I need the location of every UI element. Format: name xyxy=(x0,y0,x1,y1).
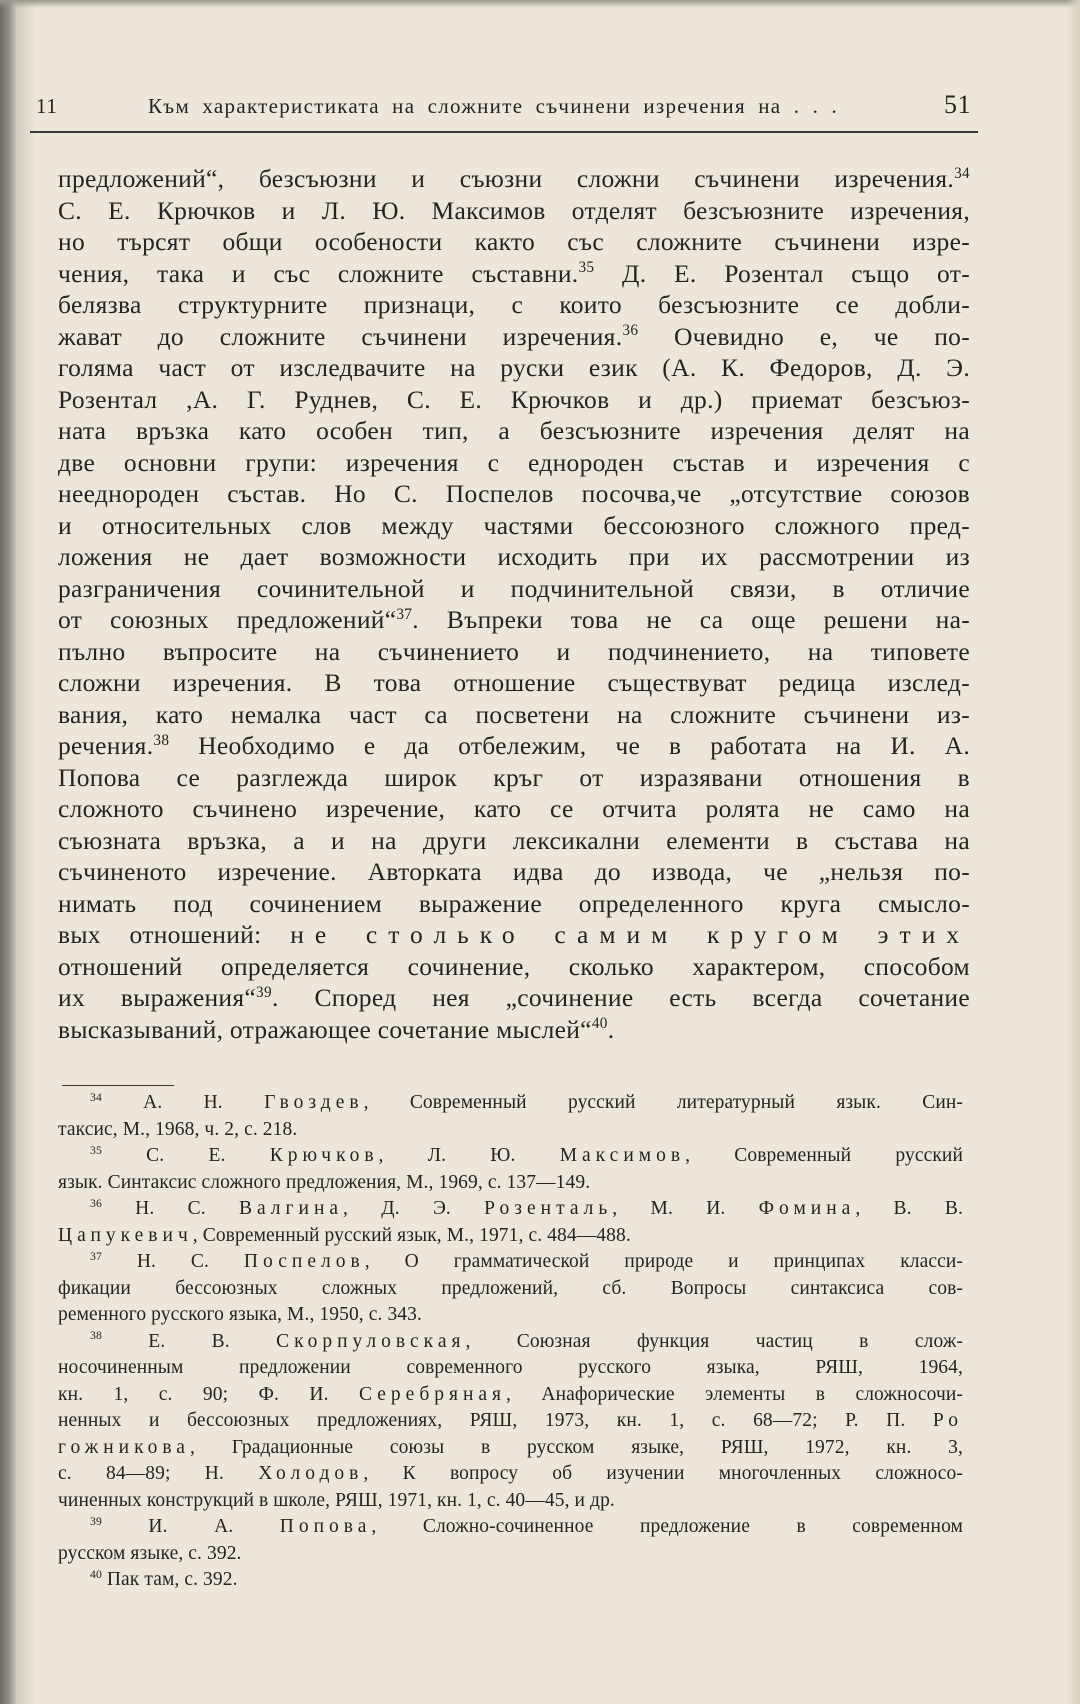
top-page-shadow xyxy=(0,0,1080,8)
spaced-text: Скорпуловская xyxy=(276,1330,466,1352)
text-run: , О грамматической природе и принципах класси- xyxy=(364,1251,963,1272)
footnote-line xyxy=(58,1304,963,1326)
footnote-line xyxy=(58,1463,963,1485)
body-line xyxy=(58,920,970,950)
text-run: чиненных конструкций в школе, РЯШ, 1971, кн. 1, с. 40—45, и др. xyxy=(58,1489,615,1511)
spaced-text: кругом xyxy=(707,920,849,949)
text-run xyxy=(337,920,366,949)
body-line xyxy=(58,763,970,793)
footnote-marker: 37 xyxy=(396,605,413,623)
text-run: . Въпреки това не са още решени на- xyxy=(412,605,970,634)
spaced-text: Фомина xyxy=(758,1198,856,1219)
footnote-marker: 37 xyxy=(90,1249,102,1263)
section-number: 11 xyxy=(36,94,58,118)
footnote-line xyxy=(58,1543,963,1565)
text-run: фикации бессоюзных сложных предложений, сб. Вопросы синтаксиса сов- xyxy=(58,1277,963,1299)
body-line xyxy=(58,983,970,1013)
right-page-edge xyxy=(1066,0,1080,1704)
book-binding-edge xyxy=(0,0,16,1704)
text-run: с. 84—89; Н. xyxy=(58,1463,259,1484)
text-run: вания, като немалка част са посветени на сложните съчинени из- xyxy=(58,699,970,729)
text-run: , М. И. xyxy=(612,1198,759,1219)
text-run: И. А. xyxy=(101,1516,280,1537)
footnote-separator xyxy=(62,1085,174,1086)
text-run: Н. С. xyxy=(101,1251,244,1272)
footnote-line xyxy=(58,1278,963,1300)
body-line xyxy=(58,1015,970,1045)
body-line xyxy=(58,889,970,919)
text-run: Попова се разглежда широк кръг от изразявани отношения в xyxy=(58,762,970,792)
running-title: Към характеристиката на сложните съчинени изречения на . . . xyxy=(148,94,838,118)
footnote-marker: 34 xyxy=(954,164,970,182)
body-line xyxy=(58,826,970,856)
text-run: Необходимо е да отбележим, че в работата на И. А. xyxy=(169,731,970,760)
footnote-marker: 34 xyxy=(90,1090,102,1104)
text-run: , Современный русский литературный язык. Син- xyxy=(363,1092,963,1113)
text-run: , Д. Э. xyxy=(343,1198,485,1219)
footnote-line xyxy=(90,1331,963,1353)
spaced-text: Валгина xyxy=(238,1198,344,1219)
text-run: сложни изречения. В това отношение съществуват редица изслед- xyxy=(58,668,970,697)
footnote-line xyxy=(90,1251,963,1273)
text-run: , Сложно-сочиненное предложение в современном xyxy=(371,1516,964,1537)
text-run: ременного русского языка, М., 1950, с. 343. xyxy=(58,1304,422,1325)
footnote-line xyxy=(90,1516,963,1538)
text-run: отношений определяется сочинение, сколько характером, способом xyxy=(58,951,970,981)
body-line xyxy=(58,164,970,194)
spaced-text: не xyxy=(290,920,338,949)
spaced-text: Холодов xyxy=(258,1463,364,1484)
text-run: ната връзка като особен тип, а безсъюзните изречения делят на xyxy=(58,416,970,445)
body-line xyxy=(58,479,970,509)
body-line xyxy=(58,448,970,478)
body-line xyxy=(58,952,970,982)
body-line xyxy=(58,385,970,415)
footnote-marker: 38 xyxy=(153,731,170,749)
spaced-text: Розенталь xyxy=(484,1198,613,1219)
text-run: А. Н. xyxy=(101,1092,265,1113)
body-line xyxy=(58,290,970,320)
spaced-text: Цапукевич xyxy=(58,1224,193,1246)
footnote-marker: 38 xyxy=(90,1329,102,1343)
footnote-line xyxy=(90,1198,963,1220)
text-run: высказываний, отражающее сочетание мыслей“ xyxy=(58,1014,592,1044)
text-run: ненных и бессоюзных предложениях, РЯШ, 1973, кн. 1, с. 68—72; Р. П. xyxy=(58,1410,933,1431)
footnote-line xyxy=(90,1092,963,1114)
text-run: , В. В. xyxy=(855,1198,963,1219)
text-run: и относительных слов между частями бессоюзного сложного пред- xyxy=(58,510,970,540)
footnote-marker: 39 xyxy=(90,1514,102,1528)
text-run: русском языке, с. 392. xyxy=(58,1542,242,1564)
text-run: . xyxy=(607,1014,615,1044)
text-run: от союзных предложений“ xyxy=(58,605,397,634)
text-run: Н. С. xyxy=(101,1198,239,1219)
body-line xyxy=(58,700,970,730)
body-line xyxy=(58,322,970,352)
text-run: , Союзная функция частиц в слож- xyxy=(465,1330,963,1352)
footnote-line xyxy=(58,1357,963,1379)
text-run xyxy=(678,920,707,949)
page-number: 51 xyxy=(944,90,972,119)
binding-shadow xyxy=(16,0,36,1704)
body-line xyxy=(58,511,970,541)
spaced-text: столько xyxy=(365,920,526,949)
spaced-text: гожникова xyxy=(58,1436,190,1458)
footnote-marker: 35 xyxy=(578,259,595,277)
text-run: Е. В. xyxy=(101,1330,277,1352)
text-run: предложений“, безсъюзни и съюзни сложни съчинени изречения. xyxy=(58,164,955,193)
text-run: пълно въпросите на съчинението и подчинението, на типовете xyxy=(58,636,970,666)
text-run: Д. Е. Розентал също от- xyxy=(594,258,970,288)
text-run: , Современный русский xyxy=(685,1145,963,1166)
body-line xyxy=(58,605,970,635)
spaced-text: Гвоздев xyxy=(264,1092,364,1113)
text-run: сложното съчинено изречение, като се отчита ролята не само на xyxy=(58,794,970,823)
body-line xyxy=(58,668,970,698)
text-run: , К вопросу об изучении многочленных сложносо- xyxy=(363,1463,963,1484)
text-run: , Л. Ю. xyxy=(378,1145,560,1166)
body-line xyxy=(58,637,970,667)
text-run: кн. 1, с. 90; Ф. И. xyxy=(58,1383,360,1405)
text-run xyxy=(526,920,555,949)
footnote-line xyxy=(58,1384,963,1406)
text-run: . Според нея „сочинение есть всегда сочетание xyxy=(271,983,970,1012)
footnote-line xyxy=(58,1172,963,1194)
footnote-marker: 35 xyxy=(90,1143,102,1157)
text-run: Очевидно е, че по- xyxy=(638,321,970,351)
spaced-text: Попова xyxy=(279,1516,372,1537)
text-run: С. Е. xyxy=(101,1145,270,1166)
spaced-text: Серебряная xyxy=(359,1383,507,1405)
footnote-marker: 39 xyxy=(256,983,272,1001)
text-run: голяма част от изследвачите на руски език (А. К. Федоров, Д. Э. xyxy=(58,353,970,382)
text-run: язык. Синтаксис сложного предложения, М., 1969, с. 137—149. xyxy=(58,1171,591,1193)
body-line xyxy=(58,227,970,257)
spaced-text: Максимов xyxy=(559,1145,686,1166)
text-run: С. Е. Крючков и Л. Ю. Максимов отделят безсъюзните изречения, xyxy=(58,195,970,225)
footnote-line xyxy=(58,1437,963,1459)
footnote-line xyxy=(90,1569,963,1591)
body-line xyxy=(58,353,970,383)
body-line xyxy=(58,416,970,446)
footnote-marker: 40 xyxy=(591,1015,608,1033)
body-line xyxy=(58,857,970,887)
text-run: белязва структурните признаци, с които безсъюзните се добли- xyxy=(58,290,970,319)
spaced-text: Крючков xyxy=(269,1145,379,1166)
footnote-line xyxy=(58,1490,963,1512)
text-run: Розентал ,А. Г. Руднев, С. Е. Крючков и др.) приемат безсъюз- xyxy=(58,384,970,414)
text-run: таксис, М., 1968, ч. 2, с. 218. xyxy=(58,1118,298,1140)
spaced-text: Поспелов xyxy=(243,1251,365,1272)
body-line xyxy=(58,542,970,572)
text-run: их выражения“ xyxy=(58,983,257,1012)
footnote-marker: 36 xyxy=(622,322,639,340)
text-run: , Анафорические элементы в сложносочи- xyxy=(506,1383,963,1405)
text-run: речения. xyxy=(58,731,154,760)
body-line xyxy=(58,196,970,226)
spaced-text: Ро xyxy=(932,1410,963,1431)
text-run: съчиненото изречение. Авторката идва до извода, че „нельзя по- xyxy=(58,857,970,886)
body-line xyxy=(58,574,970,604)
text-run: , Градационные союзы в русском языке, РЯШ, 1972, кн. 3, xyxy=(189,1436,963,1458)
text-run: но търсят общи особености както със сложните съчинени изре- xyxy=(58,227,970,256)
text-run: нееднороден състав. Но С. Поспелов посочва,че „отсутствие союзов xyxy=(58,479,970,508)
text-run xyxy=(849,920,878,949)
body-line xyxy=(58,731,970,761)
footnote-marker: 40 xyxy=(90,1567,102,1581)
text-run: чения, така и със сложните съставни. xyxy=(58,258,579,288)
footnote-line xyxy=(58,1225,963,1247)
body-line xyxy=(58,259,970,289)
header-rule xyxy=(30,131,978,133)
text-run: две основни групи: изречения с еднороден състав и изречения с xyxy=(58,447,970,477)
text-run: носочиненным предложении современного русского языка, РЯШ, 1964, xyxy=(58,1357,963,1378)
text-run: ложения не дает возможности исходить при их рассмотрении из xyxy=(58,542,970,571)
spaced-text: этих xyxy=(877,920,971,949)
body-line xyxy=(58,794,970,824)
text-run: , Современный русский язык, М., 1971, с. 484—488. xyxy=(192,1224,631,1246)
text-run: жават до сложните съчинени изречения. xyxy=(58,321,623,351)
text-run: съюзната връзка, а и на други лексикални елементи в състава на xyxy=(58,825,970,855)
text-run: разграничения сочинительной и подчинительной связи, в отличие xyxy=(58,573,970,603)
footnote-marker: 36 xyxy=(90,1196,102,1210)
text-run: вых отношений: xyxy=(58,920,291,949)
text-run: нимать под сочинением выражение определенного круга смысло- xyxy=(58,888,970,918)
footnote-line xyxy=(58,1410,963,1432)
footnote-line xyxy=(58,1119,963,1141)
text-run: Пак там, с. 392. xyxy=(101,1569,238,1590)
footnote-line xyxy=(90,1145,963,1167)
spaced-text: самим xyxy=(554,920,679,949)
